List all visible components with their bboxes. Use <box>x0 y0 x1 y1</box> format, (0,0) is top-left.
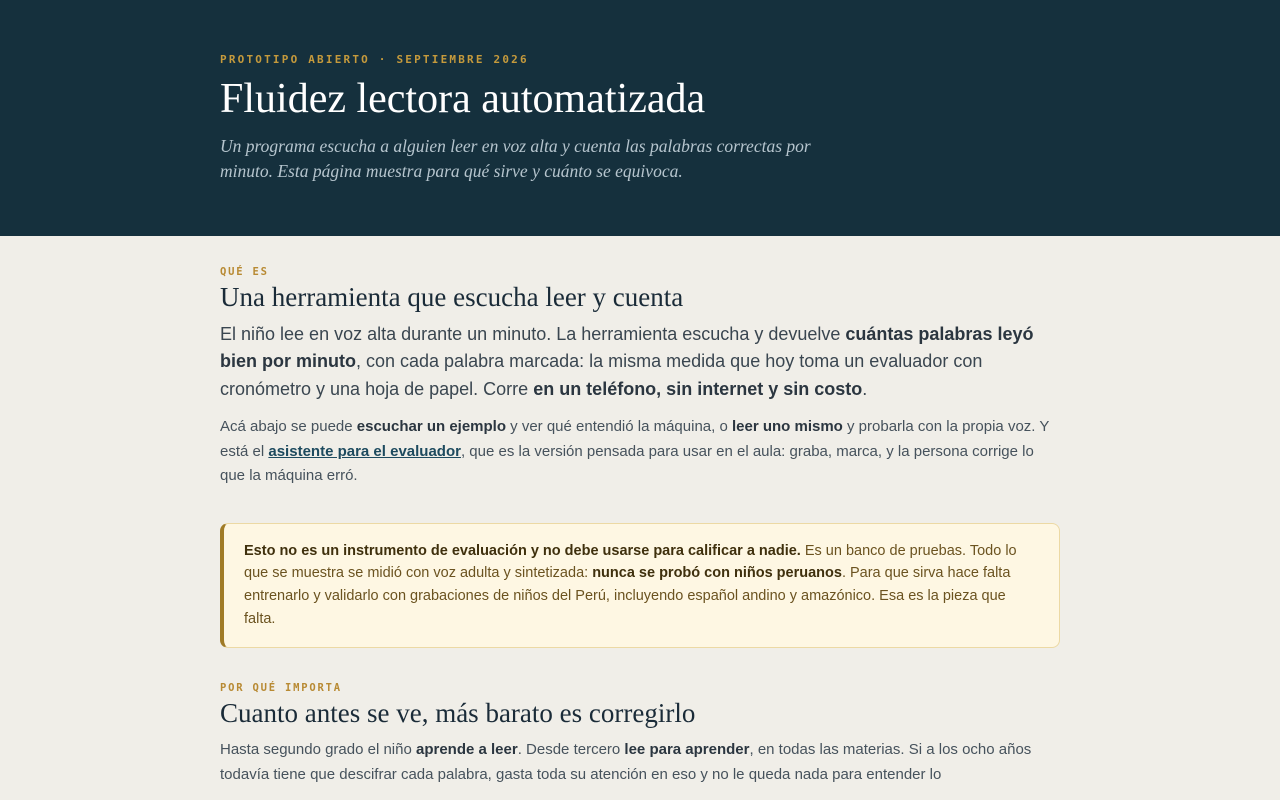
body-text: Hasta segundo grado el niño <box>220 741 416 759</box>
section-eyebrow: QUÉ ES <box>220 266 269 278</box>
body-emphasis: escuchar un ejemplo <box>356 418 506 436</box>
body-text: . Desde tercero <box>517 741 625 759</box>
warning-emphasis: Esto no es un instrumento de evaluación y no debe usarse para calificar a nadie. <box>244 542 801 559</box>
lead-text: El niño lee en voz alta durante un minuto. La herramienta escucha y devuelve <box>220 323 846 344</box>
lead-emphasis: en un teléfono, sin internet y sin costo <box>533 378 863 399</box>
section-title: Cuanto antes se ve, más barato es corregirlo <box>220 697 696 728</box>
section-body <box>220 415 1060 489</box>
section-body <box>220 738 1060 787</box>
warning-emphasis: nunca se probó con niños peruanos <box>592 565 842 582</box>
hero-banner <box>0 0 1280 236</box>
lead-text: , con cada palabra marcada: la misma medida que hoy toma un evaluador con cronómetro y una hoja de papel. Corre <box>220 351 983 399</box>
section-eyebrow: POR QUÉ IMPORTA <box>220 681 342 694</box>
warning-text: Es un banco de pruebas. Todo lo que se muestra se midió con voz adulta y sintetizada: <box>244 542 1017 582</box>
lead-emphasis: cuántas palabras leyó bien por minuto <box>220 323 1034 372</box>
lead-text: . <box>862 378 868 399</box>
main-content <box>0 236 1060 787</box>
body-emphasis: aprende a leer <box>415 741 518 759</box>
body-text: , en todas las materias. Si a los ocho años todavía tiene que descifrar cada palabra, gasta toda su atención en eso y no le queda nada para entender lo <box>220 741 1032 783</box>
section-why-matters <box>220 682 1060 788</box>
evaluator-assistant-link[interactable]: asistente para el evaluador <box>268 442 461 460</box>
body-text: , que es la versión pensada para usar en el aula: graba, marca, y la persona corrige lo que la máquina erró. <box>220 442 1034 485</box>
body-text: y probarla con la propia voz. Y está el <box>220 418 1050 460</box>
section-title: Una herramienta que escucha leer y cuenta <box>220 282 684 312</box>
body-text: Acá abajo se puede <box>220 418 357 436</box>
hero-kicker: PROTOTIPO ABIERTO · SEPTIEMBRE 2026 <box>220 53 529 66</box>
body-text: y ver qué entendió la máquina, o <box>506 418 732 436</box>
body-emphasis: leer uno mismo <box>731 418 843 436</box>
page-title: Fluidez lectora automatizada <box>220 76 706 122</box>
body-emphasis: lee para aprender <box>624 741 750 759</box>
warning-text: . Para que sirva hace falta entrenarlo y validarlo con grabaciones de niños del Perú, incluyendo español andino y amazónico. Esa es la pieza que falta. <box>244 565 1011 627</box>
section-lead <box>220 321 1060 404</box>
hero-lede: Un programa escucha a alguien leer en voz alta y cuenta las palabras correctas por minuto. Esta página muestra para qué sirve y cuánto se equivoca. <box>220 136 811 182</box>
warning-callout <box>220 523 1060 648</box>
section-what-is <box>220 266 1060 489</box>
